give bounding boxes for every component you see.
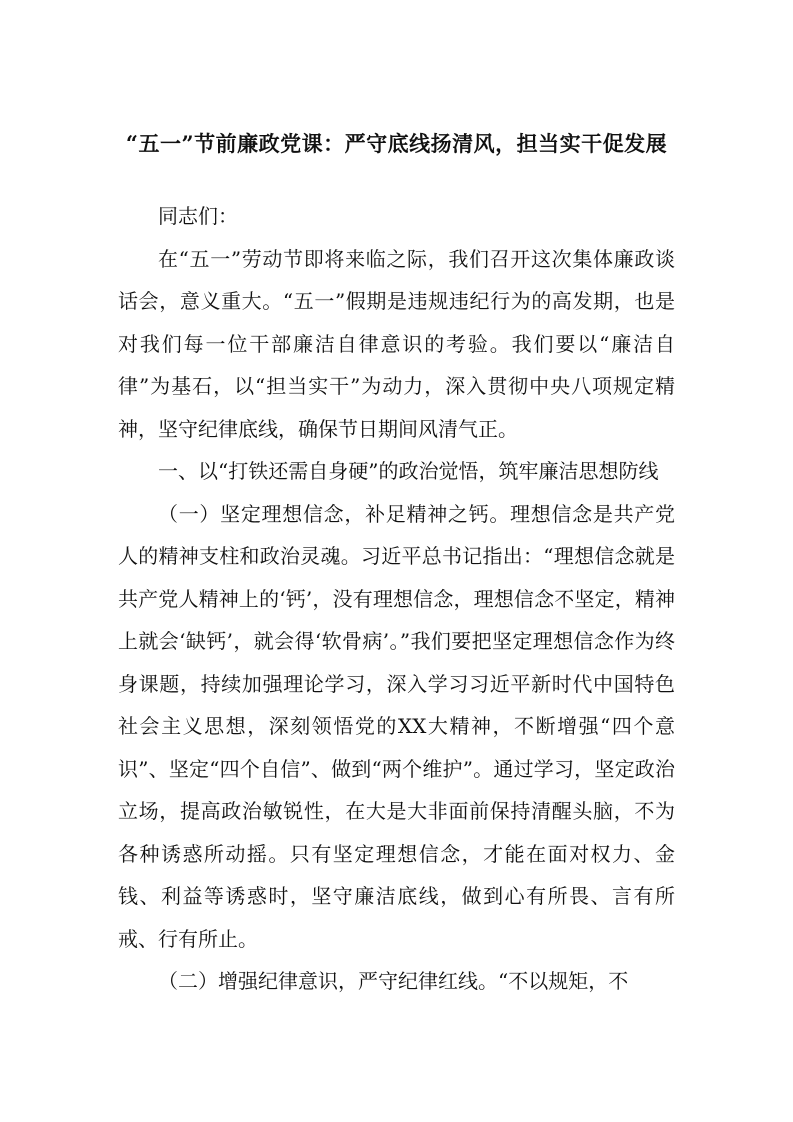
salutation-paragraph: 同志们： — [158, 204, 238, 228]
document-body — [118, 195, 675, 1003]
subsection-paragraph: （一）坚定理想信念，补足精神之钙。理想信念是共产党人的精神支柱和政治灵魂。习近平总书记指出：“理想信念就是共产党人精神上的‘钙’，没有理想信念，理想信念不坚定，精神上就会‘缺钙’，就会得‘软骨病’。”我们要把坚定理想信念作为终身课题，持续加强理论学习，深入学习习近平新时代中国特色社会主义思想，深刻领悟党的XX大精神，不断增强“四个意识”、坚定“四个自信”、做到“两个维护”。通过学习，坚定政治立场，提高政治敏锐性，在大是大非面前保持清醒头脑，不为各种诱惑所动摇。只有坚定理想信念，才能在面对权力、金钱、利益等诱惑时，坚守廉洁底线，做到心有所畏、言有所戒、行有所止。 — [118, 501, 675, 951]
intro-paragraph: 在“五一”劳动节即将来临之际，我们召开这次集体廉政谈话会，意义重大。“五一”假期是违规违纪行为的高发期，也是对我们每一位干部廉洁自律意识的考验。我们要以“廉洁自律”为基石，以“担当实干”为动力，深入贯彻中央八项规定精神，坚守纪律底线，确保节日期间风清气正。 — [118, 246, 675, 441]
section-heading: 一、以“打铁还需自身硬”的政治觉悟，筑牢廉洁思想防线 — [158, 459, 659, 483]
document-title: “五一”节前廉政党课：严守底线扬清风，担当实干促发展 — [125, 131, 668, 156]
subsection-paragraph: （二）增强纪律意识，严守纪律红线。“不以规矩，不 — [158, 969, 629, 993]
